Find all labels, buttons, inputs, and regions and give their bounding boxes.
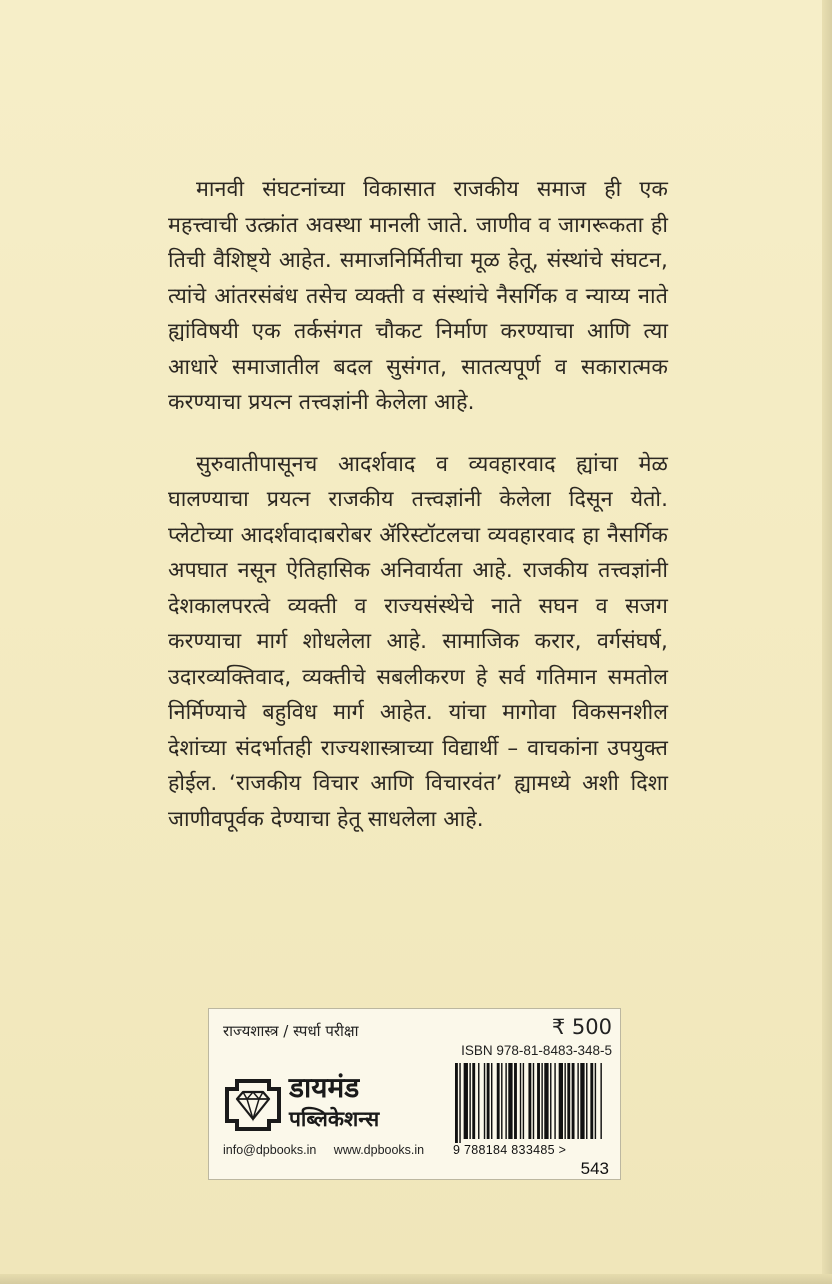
barcode-bar — [464, 1063, 468, 1139]
publisher-logo — [223, 1071, 448, 1139]
barcode-bar — [484, 1063, 485, 1139]
barcode-bar — [559, 1063, 563, 1139]
barcode-bar — [586, 1063, 587, 1139]
barcode-bar — [508, 1063, 512, 1139]
barcode-bar — [554, 1063, 555, 1139]
contact-info — [223, 1143, 424, 1157]
publisher-info-box — [208, 1008, 621, 1180]
page-edge-bottom — [0, 1274, 832, 1284]
barcode-bar — [567, 1063, 570, 1139]
barcode-bar — [541, 1063, 542, 1139]
blurb-paragraph-1: मानवी संघटनांच्या विकासात राजकीय समाज ही एक महत्त्वाची उत्क्रांत अवस्था मानली जाते. जाणीव व जागरूकता ही तिची वैशिष्ट्ये आहेत. समाजनिर्मितीचा मूळ हेतू, संस्थांचे संघटन, त्यांचे आंतरसंबंध तसेच व्यक्ती व संस्थांचे नैसर्गिक व न्याय्य नाते ह्यांविषयी एक तर्कसंगत चौकट निर्माण करण्याचा आणि त्या आधारे समाजातील बदल सुसंगत, सातत्यपूर्ण व सकारात्मक करण्याचा प्रयत्न तत्त्वज्ञांनी केलेला आहे. — [168, 177, 668, 415]
category-label: राज्यशास्त्र / स्पर्धा परीक्षा — [223, 1022, 359, 1040]
page-edge-right — [822, 0, 832, 1284]
barcode-image — [453, 1063, 605, 1143]
barcode-bar — [472, 1063, 475, 1139]
barcode-area — [453, 1063, 613, 1177]
barcode-bar — [533, 1063, 534, 1139]
barcode-bar — [528, 1063, 531, 1139]
barcode-bar — [537, 1063, 540, 1139]
barcode-bar — [469, 1063, 470, 1139]
barcode-bar — [544, 1063, 548, 1139]
price-label: ₹ 500 — [551, 1015, 612, 1039]
barcode-bar — [487, 1063, 490, 1139]
barcode-bar — [577, 1063, 578, 1139]
barcode-bar — [491, 1063, 492, 1139]
barcode-bar — [572, 1063, 575, 1139]
diamond-logo-icon — [223, 1075, 283, 1135]
barcode-bar — [600, 1063, 601, 1139]
barcode-bar — [505, 1063, 506, 1139]
publisher-subtitle: पब्लिकेशन्स — [289, 1107, 380, 1131]
barcode-bar — [514, 1063, 517, 1139]
barcode-bar — [550, 1063, 551, 1139]
barcode-digits: 9 788184 833485 > — [453, 1143, 567, 1157]
email-label: info@dpbooks.in — [223, 1143, 317, 1157]
barcode-bar — [497, 1063, 500, 1139]
barcode-addon: 543 — [580, 1159, 609, 1178]
isbn-label: ISBN 978-81-8483-348-5 — [461, 1043, 612, 1058]
publisher-name: डायमंड — [289, 1071, 360, 1104]
barcode-bar — [523, 1063, 524, 1139]
barcode-bar — [501, 1063, 502, 1139]
blurb-paragraph-2: सुरुवातीपासूनच आदर्शवाद व व्यवहारवाद ह्यांचा मेळ घालण्याचा प्रयत्न राजकीय तत्त्वज्ञांनी केलेला दिसून येतो. प्लेटोच्या आदर्शवादाबरोबर ॲरिस्टॉटलचा व्यवहारवाद हा नैसर्गिक अपघात नसून ऐतिहासिक अनिवार्यता आहे. राजकीय तत्त्वज्ञांनी देशकालपरत्वे व्यक्ती व राज्यसंस्थेचे नाते सघन व सजग करण्याचा मार्ग शोधलेला आहे. सामाजिक करार, वर्गसंघर्ष, उदारव्यक्तिवाद, व्यक्तीचे सबलीकरण हे सर्व गतिमान समतोल निर्मिण्याचे बहुविध मार्ग आहेत. यांचा मागोवा विकसनशील देशांच्या संदर्भातही राज्यशास्त्राच्या विद्यार्थी – वाचकांना उपयुक्त होईल. ‘राजकीय विचार आणि विचारवंत’ ह्यामध्ये अशी दिशा जाणीवपूर्वक देण्याचा हेतू साधलेला आहे. — [168, 451, 668, 832]
barcode-bar — [455, 1063, 458, 1143]
barcode-bar — [459, 1063, 460, 1143]
barcode-bar — [580, 1063, 584, 1139]
barcode-bar — [478, 1063, 479, 1139]
blurb-text — [168, 172, 668, 837]
barcode-bar — [595, 1063, 596, 1139]
barcode-bar — [590, 1063, 593, 1139]
website-label: www.dpbooks.in — [333, 1143, 425, 1157]
barcode-bar — [564, 1063, 565, 1139]
barcode-bar — [520, 1063, 521, 1139]
